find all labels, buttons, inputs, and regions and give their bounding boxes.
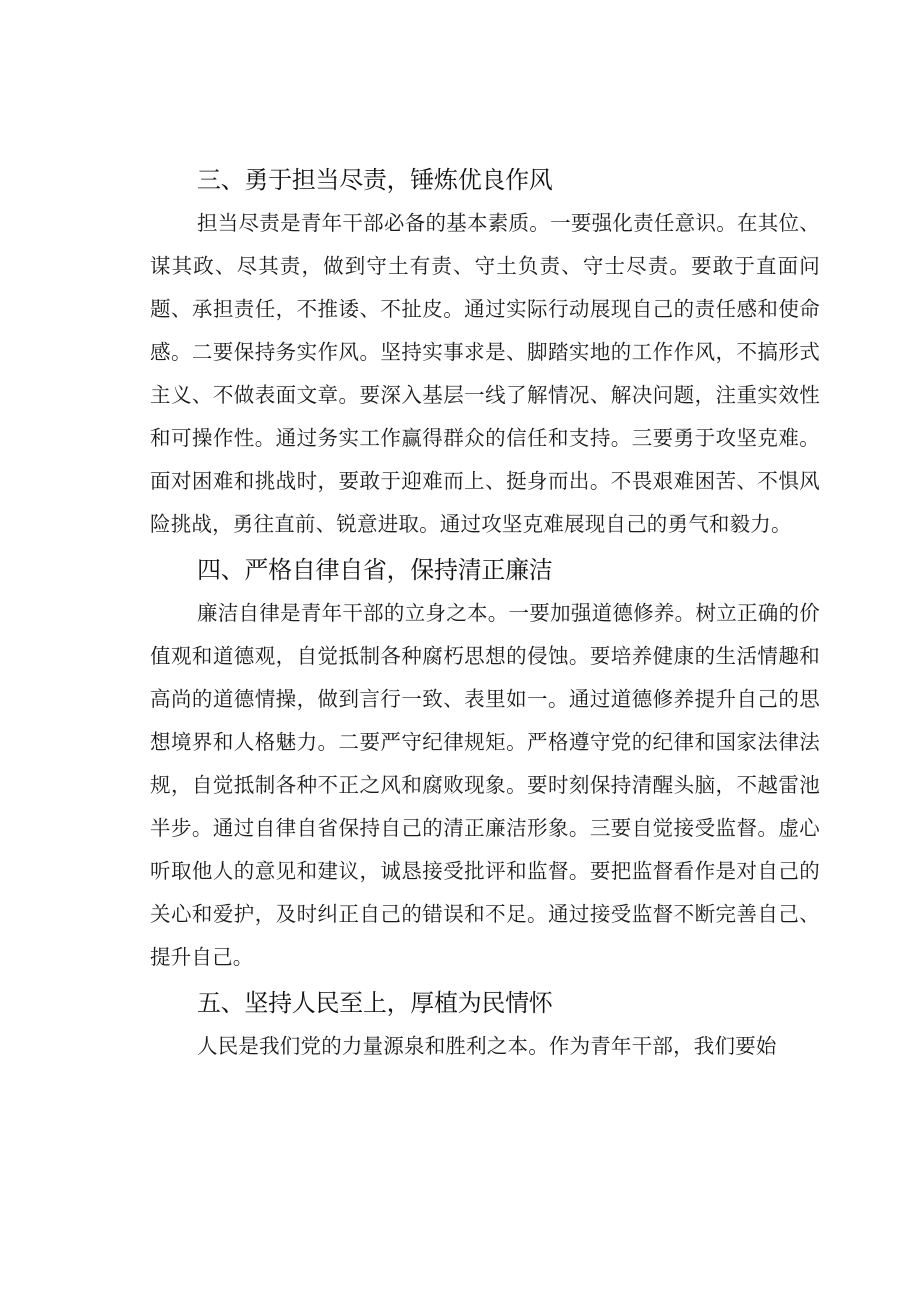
section-heading-3: 三、勇于担当尽责，锤炼优良作风: [197, 166, 553, 194]
section-paragraph-4: 廉洁自律是青年干部的立身之本。一要加强道德修养。树立正确的价值观和道德观，自觉抵制各种腐朽思想的侵蚀。要培养健康的生活情趣和高尚的道德情操，做到言行一致、表里如一。通过道德修养提升自己的思想境界和人格魅力。二要严守纪律规矩。严格遵守党的纪律和国家法律法规，自觉抵制各种不正之风和腐败现象。要时刻保持清醒头脑，不越雷池半步。通过自律自省保持自己的清正廉洁形象。三要自觉接受监督。虚心听取他人的意见和建议，诚恳接受批评和监督。要把监督看作是对自己的关心和爱护，及时纠正自己的错误和不足。通过接受监督不断完善自己、提升自己。: [150, 601, 820, 969]
section-paragraph-3: 担当尽责是青年干部必备的基本素质。一要强化责任意识。在其位、谋其政、尽其责，做到守土有责、守土负责、守士尽责。要敢于直面问题、承担责任，不推诿、不扯皮。通过实际行动展现自己的责任感和使命感。二要保持务实作风。坚持实事求是、脚踏实地的工作作风，不搞形式主义、不做表面文章。要深入基层一线了解情况、解决问题，注重实效性和可操作性。通过务实工作赢得群众的信任和支持。三要勇于攻坚克难。面对困难和挑战时，要敢于迎难而上、挺身而出。不畏艰难困苦、不惧风险挑战，勇往直前、锐意进取。通过攻坚克难展现自己的勇气和毅力。: [150, 211, 820, 536]
document-body: [150, 158, 820, 1070]
section-paragraph-5: 人民是我们党的力量源泉和胜利之本。作为青年干部，我们要始: [197, 1034, 777, 1058]
section-heading-5: 五、坚持人民至上，厚植为民情怀: [197, 989, 553, 1017]
section-heading-4: 四、严格自律自省，保持清正廉洁: [197, 556, 553, 584]
